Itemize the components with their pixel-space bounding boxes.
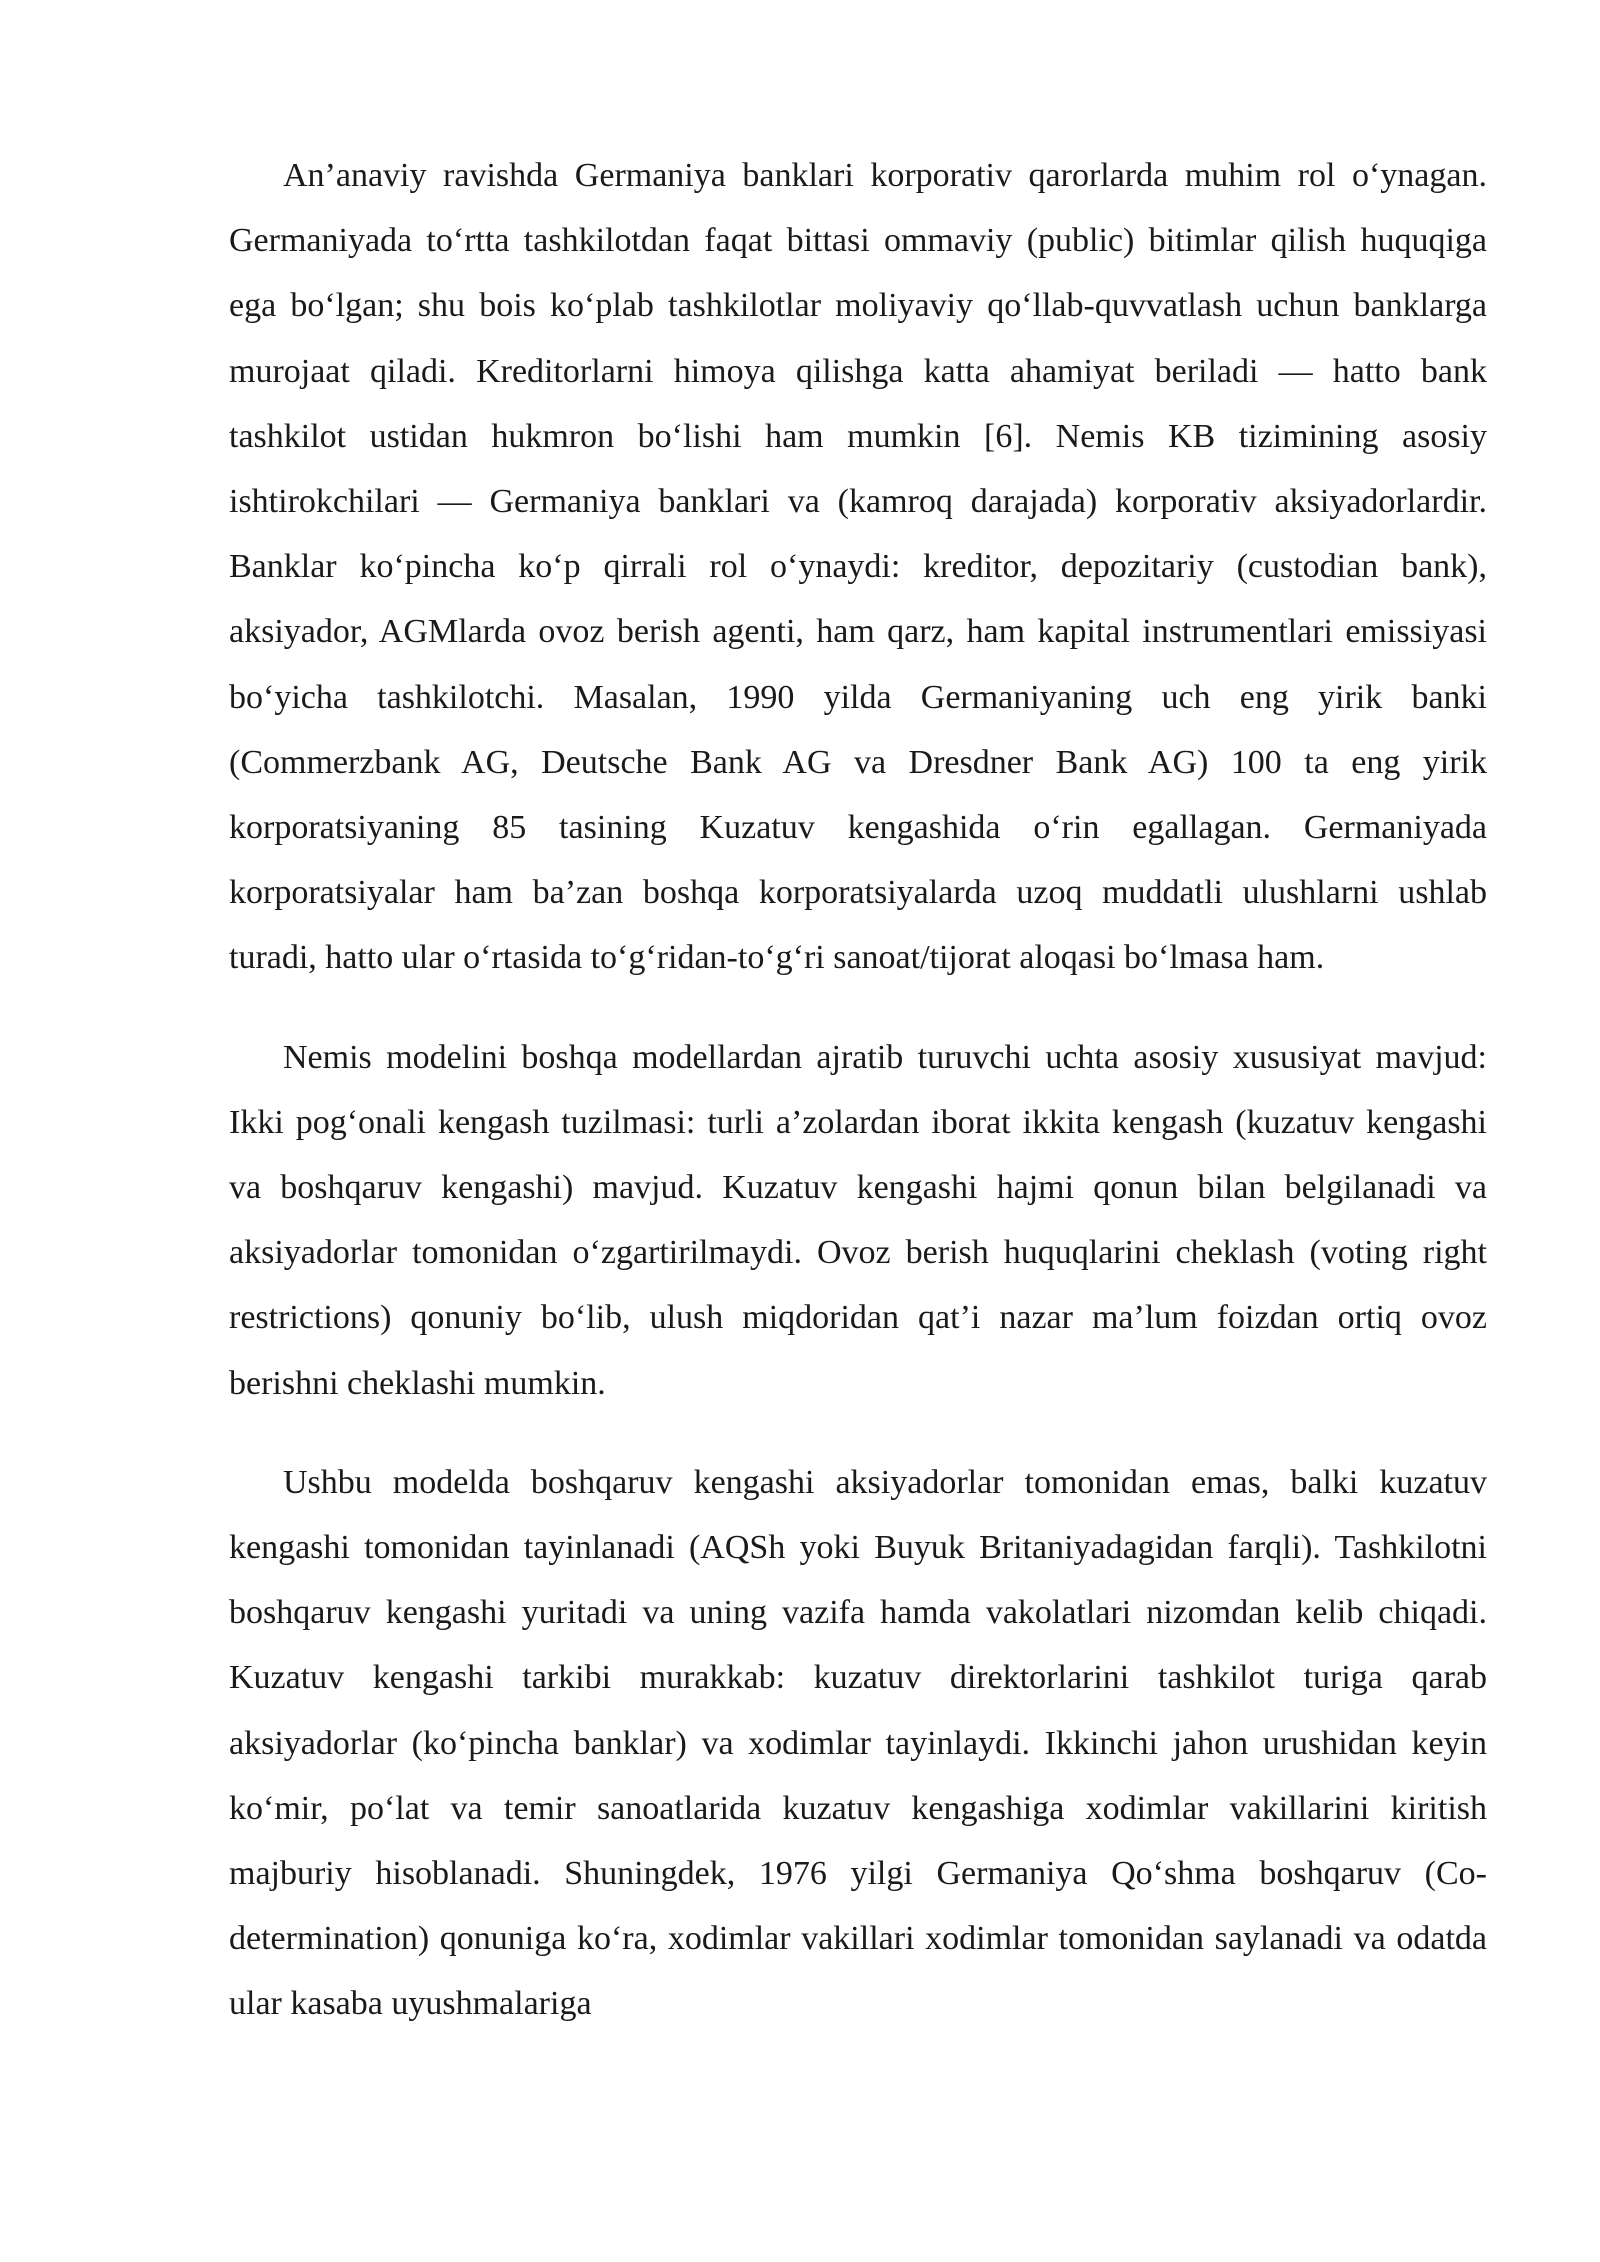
document-body bbox=[229, 143, 1487, 2037]
paragraph-2: Nemis modelini boshqa modellardan ajratib turuvchi uchta asosiy xususiyat mavjud: Ikki pog‘onali kengash tuzilmasi: turli a’zolardan iborat ikkita kengash (kuzatuv kengashi va boshqaruv kengashi) mavjud. Kuzatuv kengashi hajmi qonun bilan belgilanadi va aksiyadorlar tomonidan o‘zgartirilmaydi. Ovoz berish huquqlarini cheklash (voting right restrictions) qonuniy bo‘lib, ulush miqdoridan qat’i nazar ma’lum foizdan ortiq ovoz berishni cheklashi mumkin. bbox=[229, 1038, 1487, 1402]
paragraph-3: Ushbu modelda boshqaruv kengashi aksiyadorlar tomonidan emas, balki kuzatuv kengashi tomonidan tayinlanadi (AQSh yoki Buyuk Britaniyadagidan farqli). Tashkilotni boshqaruv kengashi yuritadi va uning vazifa hamda vakolatlari nizomdan kelib chiqadi. Kuzatuv kengashi tarkibi murakkab: kuzatuv direktorlarini tashkilot turiga qarab aksiyadorlar (ko‘pincha banklar) va xodimlar tayinlaydi. Ikkinchi jahon urushidan keyin ko‘mir, po‘lat va temir sanoatlarida kuzatuv kengashiga xodimlar vakillarini kiritish majburiy hisoblanadi. Shuningdek, 1976 yilgi Germaniya Qo‘shma boshqaruv (Co-determination) qonuniga ko‘ra, xodimlar vakillari xodimlar tomonidan saylanadi va odatda ular kasaba uyushmalariga bbox=[229, 1463, 1487, 2023]
paragraph-1: An’anaviy ravishda Germaniya banklari korporativ qarorlarda muhim rol o‘ynagan. Germaniyada to‘rtta tashkilotdan faqat bittasi ommaviy (public) bitimlar qilish huquqiga ega bo‘lgan; shu bois ko‘plab tashkilotlar moliyaviy qo‘llab-quvvatlash uchun banklarga murojaat qiladi. Kreditorlarni himoya qilishga katta ahamiyat beriladi — hatto bank tashkilot ustidan hukmron bo‘lishi ham mumkin [6]. Nemis KB tizimining asosiy ishtirokchilari — Germaniya banklari va (kamroq darajada) korporativ aksiyadorlardir. Banklar ko‘pincha ko‘p qirrali rol o‘ynaydi: kreditor, depozitariy (custodian bank), aksiyador, AGMlarda ovoz berish agenti, ham qarz, ham kapital instrumentlari emissiyasi bo‘yicha tashkilotchi. Masalan, 1990 yilda Germaniyaning uch eng yirik banki (Commerzbank AG, Deutsche Bank AG va Dresdner Bank AG) 100 ta eng yirik korporatsiyaning 85 tasining Kuzatuv kengashida o‘rin egallagan. Germaniyada korporatsiyalar ham ba’zan boshqa korporatsiyalarda uzoq muddatli ulushlarni ushlab turadi, hatto ular o‘rtasida to‘g‘ridan-to‘g‘ri sanoat/tijorat aloqasi bo‘lmasa ham. bbox=[229, 157, 1487, 977]
